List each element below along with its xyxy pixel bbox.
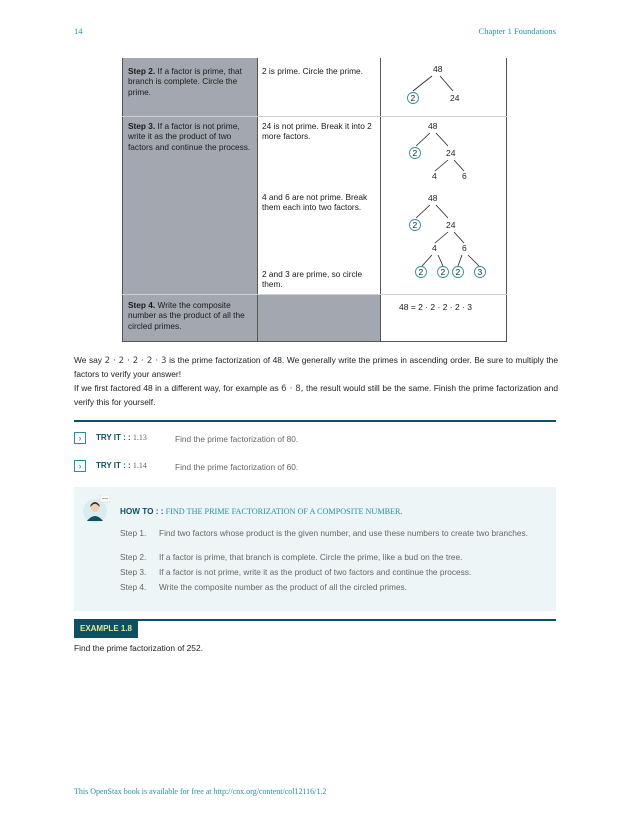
example-divider — [74, 619, 556, 621]
paragraph-prime-factorization: We say 2 · 2 · 2 · 2 · 3 is the prime factorization of 48. We generally write the primes in ascending order. Be sure to multiply the factors to verify your answer! — [74, 355, 558, 380]
tree2-node-4: 4 — [432, 171, 437, 181]
tree3-node-4: 4 — [432, 243, 437, 253]
tree2-node-48: 48 — [428, 121, 438, 131]
step3-action-b: 4 and 6 are not prime. Break them each into two factors. — [262, 192, 368, 213]
tree1-node-24: 24 — [450, 93, 460, 103]
step3-text: If a factor is not prime, write it as the product of two factors and continue the process. — [128, 121, 251, 152]
how-to-step-label: Step 2. — [120, 552, 147, 562]
tree2-node-2: 2 — [412, 148, 418, 158]
how-to-step-text: If a factor is not prime, write it as the product of two factors and continue the process. — [159, 567, 472, 577]
try-it-text: Find the prime factorization of 60. — [175, 462, 299, 472]
tree3-node-2: 2 — [412, 220, 418, 230]
how-to-step-label: Step 1. — [120, 528, 147, 538]
try-it-text: Find the prime factorization of 80. — [175, 434, 299, 444]
step3-action-a: 24 is not prime. Break it into 2 more factors. — [262, 121, 372, 142]
chevron-right-icon[interactable]: › — [74, 460, 86, 472]
tree1-node-48: 48 — [433, 64, 443, 74]
person-avatar-icon — [82, 495, 110, 525]
how-to-step-label: Step 4. — [120, 582, 147, 592]
step3-label: Step 3. — [128, 121, 156, 131]
step2-label: Step 2. — [128, 66, 156, 76]
factor-tree-1 — [402, 58, 482, 108]
tree3-node-6: 6 — [462, 243, 467, 253]
tree3-node-48: 48 — [428, 193, 438, 203]
chevron-right-icon[interactable]: › — [74, 432, 86, 444]
page-number: 14 — [74, 26, 83, 36]
step3-action-c: 2 and 3 are prime, so circle them. — [262, 269, 363, 290]
tree3-node-24: 24 — [446, 220, 456, 230]
tree2-node-6: 6 — [462, 171, 467, 181]
tree3-leaf-1: 2 — [418, 267, 424, 277]
how-to-title: HOW TO : : FIND THE PRIME FACTORIZATION OF A COMPOSITE NUMBER. — [120, 507, 403, 516]
step4-label: Step 4. — [128, 300, 156, 310]
example-badge: EXAMPLE 1.8 — [74, 620, 138, 638]
try-it-1-13[interactable] — [74, 432, 556, 446]
tree1-node-2: 2 — [410, 93, 416, 103]
step2-action: 2 is prime. Circle the prime. — [262, 66, 363, 76]
try-it-number: 1.14 — [132, 461, 147, 470]
section-divider — [74, 420, 556, 422]
tree2-node-24: 24 — [446, 148, 456, 158]
step3-cell — [128, 121, 253, 152]
example-problem: Find the prime factorization of 252. — [74, 643, 203, 653]
step4-text: Write the composite number as the product of all the circled primes. — [128, 300, 245, 331]
step4-action-background — [258, 294, 380, 342]
math-expression: 6 · 8, — [281, 384, 304, 394]
tree3-leaf-3: 2 — [455, 267, 461, 277]
step2-cell — [128, 66, 253, 97]
how-to-step-label: Step 3. — [120, 567, 147, 577]
tree3-leaf-4: 3 — [477, 267, 483, 277]
paragraph-different-way: If we first factored 48 in a different way, for example as 6 · 8, the result would still be the same. Finish the prime factorization and verify this for yourself. — [74, 383, 558, 408]
how-to-box — [74, 487, 556, 611]
step4-formula: 48 = 2 · 2 · 2 · 2 · 3 — [399, 302, 472, 312]
tree3-leaf-2: 2 — [440, 267, 446, 277]
how-to-step-text: Write the composite number as the product of all the circled primes. — [159, 582, 407, 592]
footer-note: This OpenStax book is available for free at http://cnx.org/content/col12116/1.2 — [74, 787, 327, 796]
try-it-1-14[interactable] — [74, 460, 556, 474]
try-it-number: 1.13 — [132, 433, 147, 442]
factor-tree-3 — [402, 190, 502, 285]
step2-text: If a factor is prime, that branch is complete. Circle the prime. — [128, 66, 242, 97]
try-it-label: TRY IT : : — [96, 433, 131, 442]
how-to-step-text: If a factor is prime, that branch is complete. Circle the prime, like a bud on the tree. — [159, 552, 463, 562]
chapter-title: Chapter 1 Foundations — [478, 26, 556, 36]
math-expression: 2 · 2 · 2 · 2 · 3 — [104, 356, 167, 366]
try-it-label: TRY IT : : — [96, 461, 131, 470]
factor-tree-table — [122, 58, 507, 342]
step4-cell — [128, 300, 253, 331]
factor-tree-2 — [402, 118, 482, 188]
how-to-step-text: Find two factors whose product is the given number, and use these numbers to create two branches. — [159, 528, 528, 538]
